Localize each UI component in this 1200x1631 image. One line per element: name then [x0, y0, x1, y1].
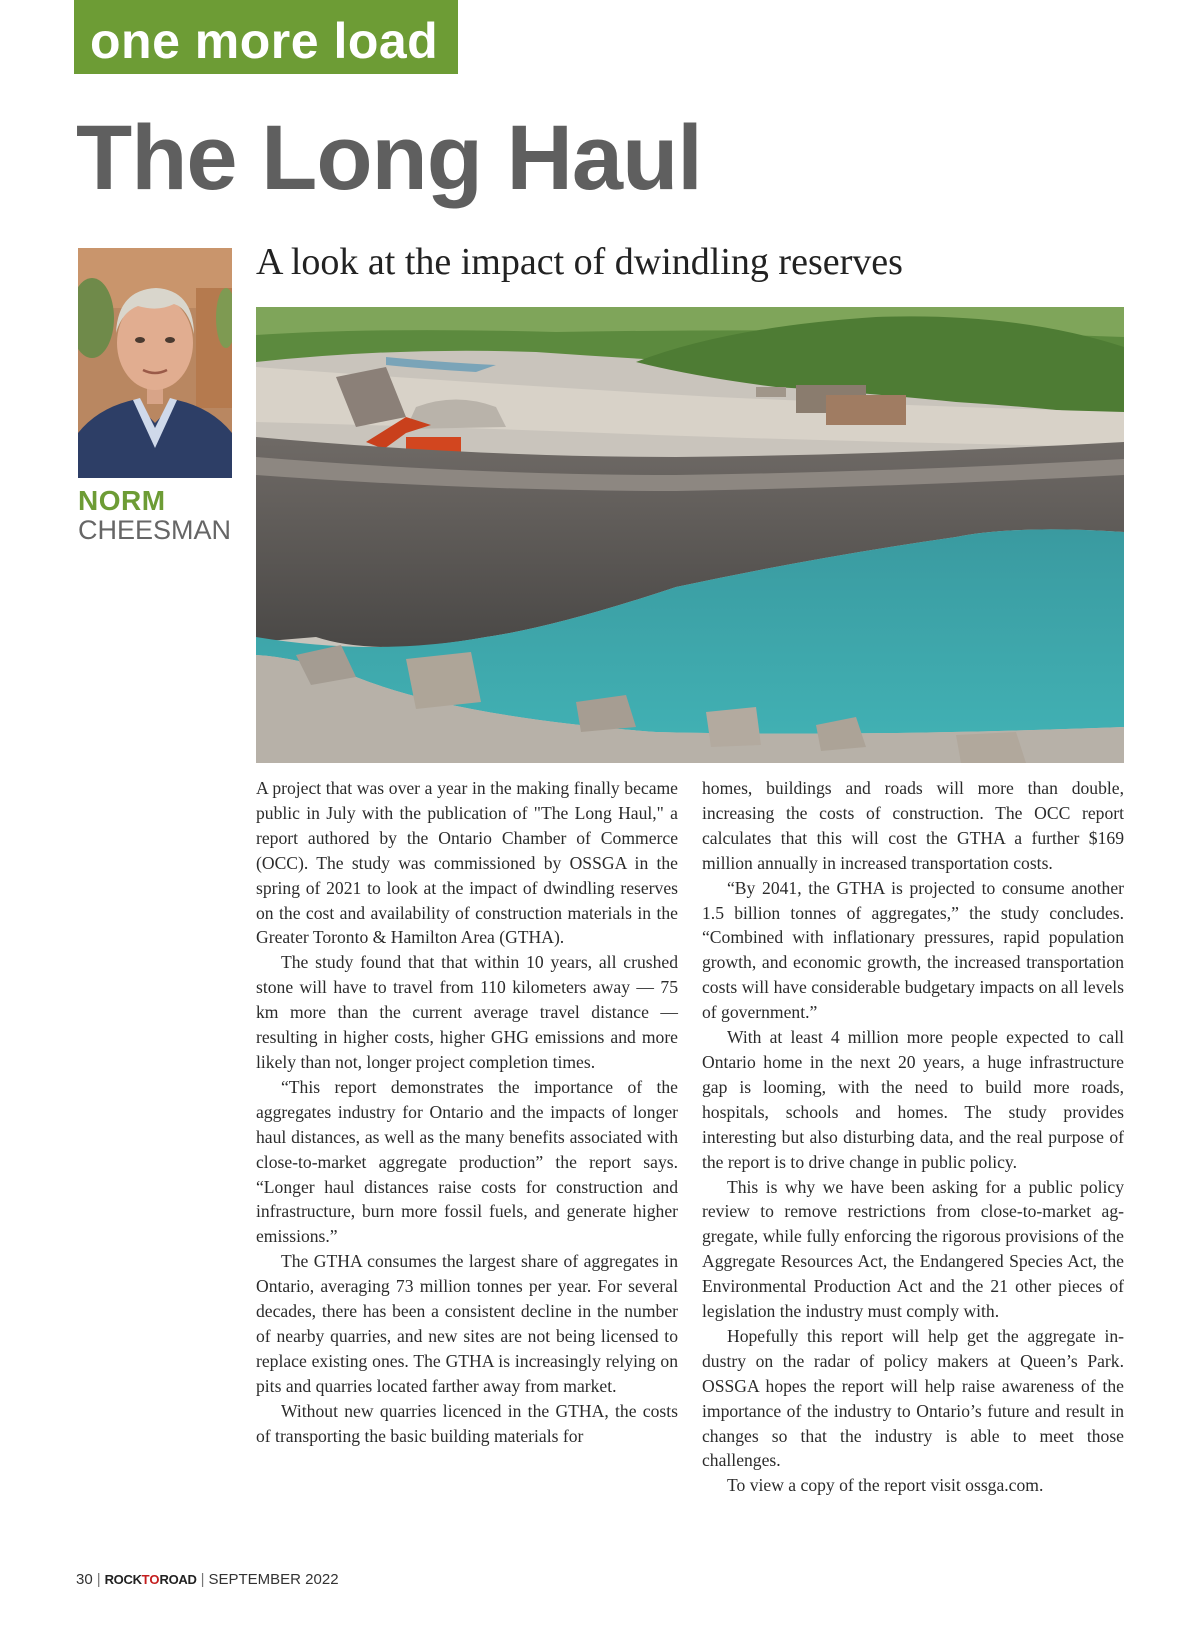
- magazine-logo-to: TO: [141, 1572, 160, 1587]
- magazine-logo-road: ROAD: [159, 1572, 197, 1587]
- quarry-photo: [256, 307, 1124, 763]
- paragraph: “By 2041, the GTHA is projected to consume another 1.5 billion tonnes of aggregates,” the study concludes. “Combined with inflationary pressures, rapid population growth, and economic growth, the increased transportation costs will have considerable budgetary impacts on all levels of government.”: [702, 877, 1124, 1023]
- paragraph: The study found that that within 10 years, all crushed stone will have to travel from 110 kilometers away — 75 km more than the current average travel distance — resulting in higher costs, higher GHG emissions and more likely than not, longer project completion times.: [256, 952, 678, 1072]
- paragraph: To view a copy of the report visit ossga.com.: [727, 1475, 1044, 1496]
- issue-date: SEPTEMBER 2022: [208, 1571, 339, 1588]
- section-tag: one more load: [74, 0, 458, 74]
- paragraph: The GTHA consumes the largest share of aggregates in Ontario, averaging 73 million tonnes per year. For several decades, there has been a consistent decline in the number of nearby quarries, and new sites are not being licensed to replace existing ones. The GTHA is increasingly relying on pits and quarries located farther away from market.: [256, 1251, 678, 1396]
- paragraph: This is why we have been asking for a public policy review to remove restrictions from close-to-market aggregate, while fully enforcing the rigorous provisions of the Aggregate Resources Act, the Endangered Species Act, the Environmental Production Act and the 21 other pieces of legislation the industry must comply with.: [702, 1176, 1124, 1322]
- paragraph: Hopefully this report will help get the aggregate industry on the radar of policy makers at Queen’s Park. OSSGA hopes the report will help raise awareness of the importance of the industry to Ontario’s future and result in changes so that the industry is able to meet those challenges.: [702, 1325, 1124, 1471]
- author-first-name: NORM: [78, 485, 166, 516]
- magazine-logo-rock: ROCK: [104, 1572, 142, 1587]
- page-number: 30: [76, 1571, 93, 1588]
- article-title: The Long Haul: [76, 107, 702, 209]
- article-column-1: [256, 776, 678, 1448]
- paragraph: With at least 4 million more people expected to call Ontario home in the next 20 years, a huge infrastructure gap is looming, with the need to build more roads, hospitals, schools and homes. The study provides interesting but also disturbing data, and the real purpose of the report is to drive change in public policy.: [702, 1027, 1124, 1172]
- paragraph: “This report demonstrates the importance of the aggregates industry for Ontario and the impacts of longer haul distances, as well as the many benefits associated with close-to-market aggregate production” the report says. “Longer haul distances raise costs for construction and infrastructure, burn more fossil fuels, and generate higher emissions.”: [256, 1076, 678, 1247]
- author-last-name: CHEESMAN: [78, 515, 232, 545]
- paragraph: homes, buildings and roads will more than double, increasing the costs of construction. The OCC report calculates that this will cost the GTHA a further $169 million annually in increased transportation costs.: [702, 778, 1124, 873]
- article-column-2: [702, 776, 1124, 1498]
- author-photo: [78, 248, 232, 478]
- page-footer: 30 | ROCKTOROAD | SEPTEMBER 2022: [76, 1571, 339, 1588]
- paragraph: A project that was over a year in the making finally became public in July with the publication of "The Long Haul," a report authored by the Ontario Chamber of Commerce (OCC). The study was commissioned by OSSGA in the spring of 2021 to look at the impact of dwindling reserves on the cost and availability of construction materials in the Greater Toronto & Hamilton Area (GTHA).: [256, 778, 678, 948]
- paragraph: Without new quarries licenced in the GTHA, the costs of transporting the basic building materials for: [256, 1400, 678, 1446]
- article-subtitle: A look at the impact of dwindling reserves: [256, 241, 903, 283]
